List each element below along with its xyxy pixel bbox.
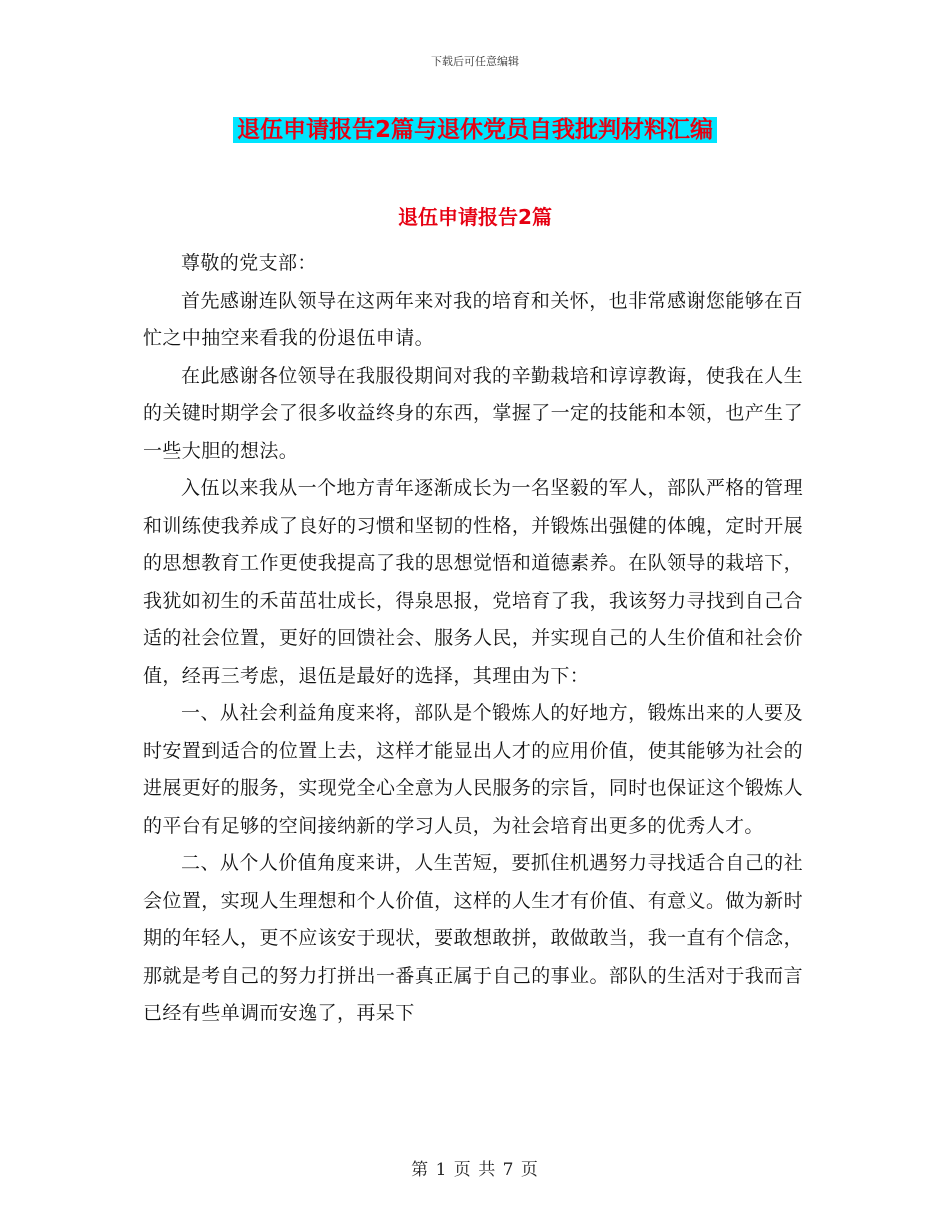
paragraph: 入伍以来我从一个地方青年逐渐成长为一名坚毅的军人，部队严格的管理和训练使我养成了良好的习惯和坚韧的性格，并锻炼出强健的体魄，定时开展的思想教育工作更使我提高了我的思想觉悟和道德素养。在队领导的栽培下，我犹如初生的禾苗茁壮成长，得泉思报，党培育了我，我该努力寻找到自己合适的社会位置，更好的回馈社会、服务人民，并实现自己的人生价值和社会价值，经再三考虑，退伍是最好的选择，其理由为下： <box>143 477 803 687</box>
salutation: 尊敬的党支部： <box>181 252 317 274</box>
header-note: 下载后可任意编辑 <box>431 55 519 68</box>
page-footer: 第 1 页 共 7 页 <box>411 1160 539 1180</box>
document-body <box>143 245 803 1033</box>
paragraph: 一、从社会利益角度来将，部队是个锻炼人的好地方，锻炼出来的人要及时安置到适合的位置上去，这样才能显出人才的应用价值，使其能够为社会的进展更好的服务，实现党全心全意为人民服务的宗旨，同时也保证这个锻炼人的平台有足够的空间接纳新的学习人员，为社会培育出更多的优秀人才。 <box>143 702 803 837</box>
paragraph: 首先感谢连队领导在这两年来对我的培育和关怀，也非常感谢您能够在百忙之中抽空来看我的份退伍申请。 <box>143 289 803 349</box>
section-title: 退伍申请报告2篇 <box>398 205 552 229</box>
document-title-text: 退伍申请报告2篇与退休党员自我批判材料汇编 <box>233 117 717 143</box>
document-title <box>0 112 950 148</box>
paragraph: 在此感谢各位领导在我服役期间对我的辛勤栽培和谆谆教诲，使我在人生的关键时期学会了很多收益终身的东西，掌握了一定的技能和本领，也产生了一些大胆的想法。 <box>143 364 803 462</box>
paragraph: 二、从个人价值角度来讲，人生苦短，要抓住机遇努力寻找适合自己的社会位置，实现人生理想和个人价值，这样的人生才有价值、有意义。做为新时期的年轻人，更不应该安于现状，要敢想敢拼，敢做敢当，我一直有个信念，那就是考自己的努力打拼出一番真正属于自己的事业。部队的生活对于我而言已经有些单调而安逸了，再呆下 <box>143 852 803 1024</box>
